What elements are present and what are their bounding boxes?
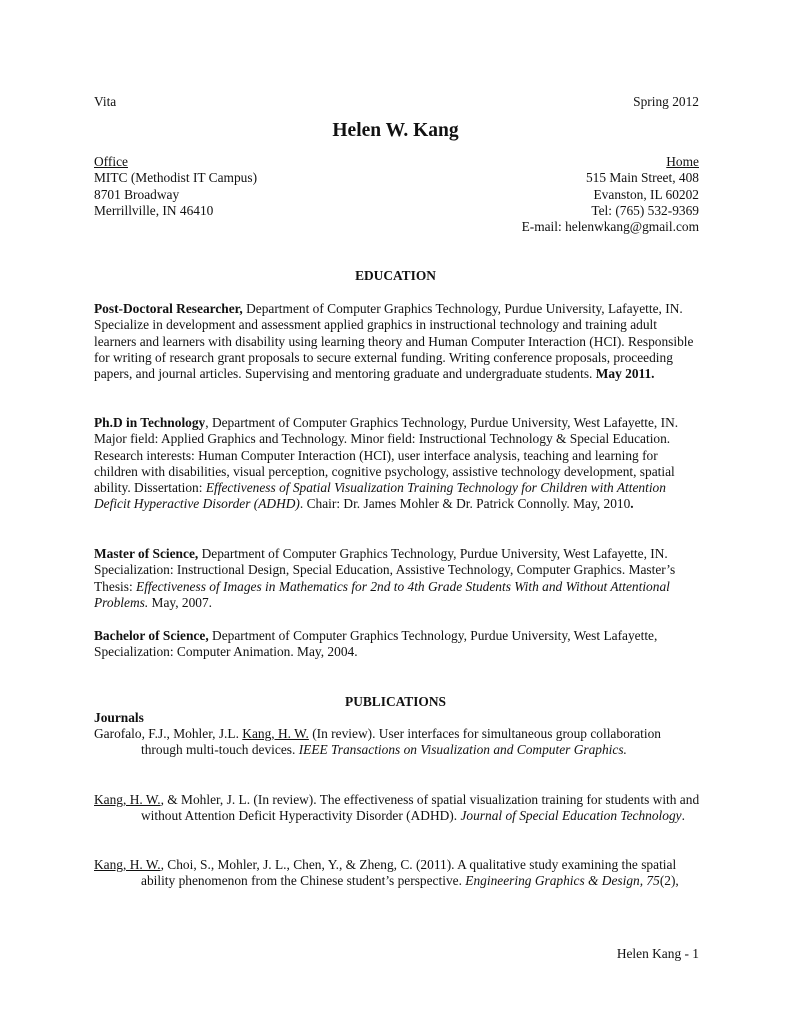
entry-text: Department of Computer Graphics Technology, Purdue University, Lafayette, IN. Specialize in development and assessment applied graphics in instructional technology and training adult learners and learners with disability using learning theory and Human Computer Interaction (HCI). Responsible for writing of research grant proposals to secure external funding. Writing conference proposals, proceeding papers, and journal articles. Supervising and mentoring graduate and undergraduate students. bbox=[94, 301, 694, 382]
term-label: Spring 2012 bbox=[633, 94, 699, 109]
ref-author-highlight: Kang, H. W. bbox=[242, 726, 309, 741]
home-line: 515 Main Street, 408 bbox=[585, 170, 699, 186]
home-email: E-mail: helenwkang@gmail.com bbox=[521, 219, 699, 235]
entry-text: May, 2007. bbox=[148, 594, 213, 610]
office-line: 8701 Broadway bbox=[94, 186, 180, 202]
ref-journal: Engineering Graphics & Design, 75 bbox=[465, 873, 660, 889]
degree-title: Bachelor of Science, bbox=[94, 628, 209, 643]
reference-entry bbox=[94, 792, 700, 825]
home-label: Home bbox=[666, 154, 699, 169]
education-entry-bs bbox=[94, 628, 700, 661]
reference-entry bbox=[94, 726, 700, 759]
page-footer: Helen Kang - 1 bbox=[616, 946, 699, 961]
entry-text: . Chair: Dr. James Mohler & Dr. Patrick Connolly. May, 2010 bbox=[299, 496, 631, 512]
ref-tail: (2), bbox=[659, 873, 679, 889]
ref-author-highlight: Kang, H. W. bbox=[94, 792, 161, 807]
ref-text: , & Mohler, J. L. (In review). The effectiveness of spatial visualization training for students with and without Attention Deficit Hyperactivity Disorder (ADHD). bbox=[141, 792, 700, 824]
office-line: Merrillville, IN 46410 bbox=[94, 202, 214, 218]
degree-title: Ph.D in Technology bbox=[94, 415, 206, 430]
home-line: Tel: (765) 532-9369 bbox=[591, 202, 699, 218]
ref-author-highlight: Kang, H. W. bbox=[94, 857, 161, 872]
office-line: MITC (Methodist IT Campus) bbox=[94, 170, 258, 186]
ref-journal: Journal of Special Education Technology bbox=[460, 808, 682, 824]
office-address bbox=[94, 154, 257, 219]
entry-text: , Department of Computer Graphics Technology, Purdue University, West Lafayette, IN. Major field: Applied Graphics and Technology. Minor field: Instructional Technology & Special Education. Research interests: Human Computer Interaction (HCI), user interface analysis, teaching and learning for children with disabilities, visual perception, cognitive psychology, assistive technology development, spatial ability. Dissertation: bbox=[94, 415, 679, 496]
entry-date: May 2011. bbox=[595, 366, 655, 382]
vita-label: Vita bbox=[94, 94, 117, 109]
ref-text: (In review). User interfaces for simultaneous group collaboration through multi-touch devices. bbox=[141, 726, 662, 758]
degree-title: Master of Science, bbox=[94, 546, 199, 561]
thesis-title: Effectiveness of Images in Mathematics for 2nd to 4th Grade Students With and Without Attentional Problems. bbox=[94, 578, 670, 610]
ref-journal: IEEE Transactions on Visualization and Computer Graphics. bbox=[298, 742, 627, 758]
dissertation-title: Effectiveness of Spatial Visualization Training Technology for Children with Attention Deficit Hyperactive Disorder (ADHD) bbox=[94, 480, 666, 512]
home-address bbox=[522, 154, 699, 235]
reference-entry bbox=[94, 857, 700, 890]
ref-authors: Garofalo, F.J., Mohler, J.L. bbox=[94, 726, 243, 741]
office-label: Office bbox=[94, 154, 128, 169]
education-entry-postdoc bbox=[94, 301, 700, 382]
entry-period: . bbox=[630, 496, 634, 512]
education-heading: EDUCATION bbox=[355, 268, 436, 283]
degree-title: Post-Doctoral Researcher, bbox=[94, 301, 243, 316]
education-entry-ms bbox=[94, 546, 700, 611]
education-entry-phd bbox=[94, 415, 700, 513]
home-line: Evanston, IL 60202 bbox=[593, 186, 699, 202]
journals-subheading: Journals bbox=[94, 710, 144, 725]
page-title: Helen W. Kang bbox=[332, 120, 459, 141]
ref-tail: . bbox=[681, 808, 685, 824]
entry-text: Department of Computer Graphics Technology, Purdue University, West Lafayette, IN. Specialization: Instructional Design, Special Education, Assistive Technology, Computer Graphics. Master’s Thesis: bbox=[94, 546, 676, 594]
ref-text: , Choi, S., Mohler, J. L., Chen, Y., & Zheng, C. (2011). A qualitative study examining the spatial ability phenomenon from the Chinese student’s perspective. bbox=[141, 857, 677, 889]
publications-heading: PUBLICATIONS bbox=[345, 694, 446, 709]
entry-text: Department of Computer Graphics Technology, Purdue University, West Lafayette, Specialization: Computer Animation. May, 2004. bbox=[94, 628, 658, 660]
